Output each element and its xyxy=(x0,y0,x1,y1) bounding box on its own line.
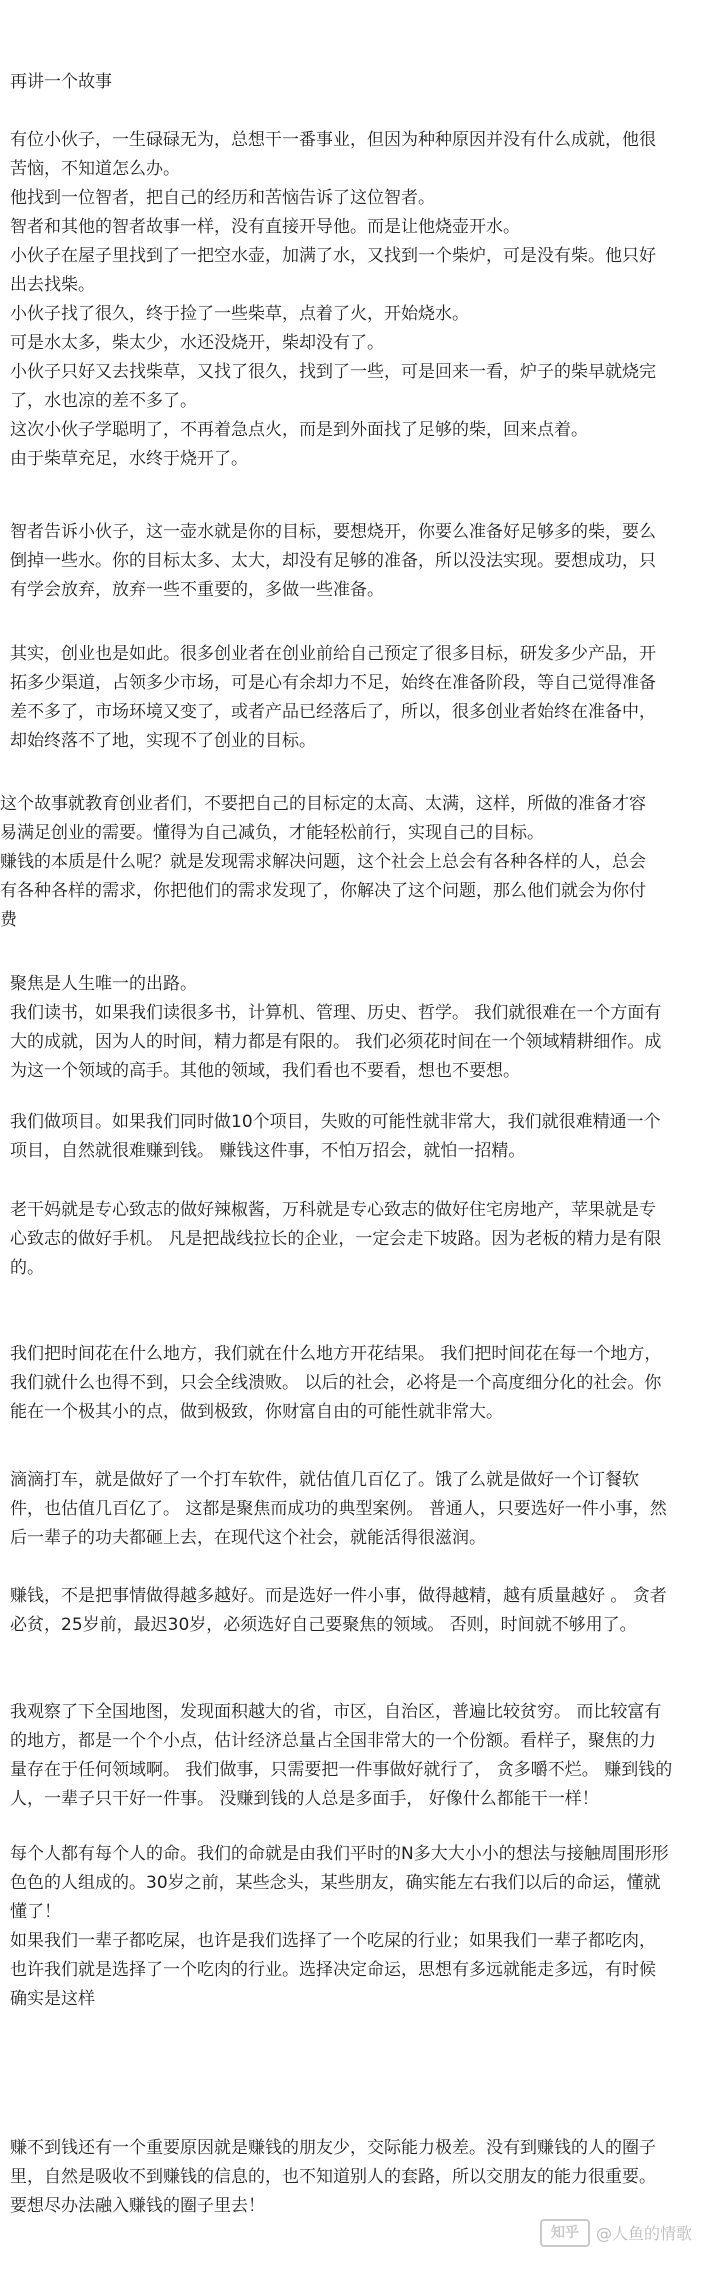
text-line: 费 xyxy=(0,910,17,930)
text-line: 差不多了，市场环境又变了，或者产品已经落后了，所以，很多创业者始终在准备中， xyxy=(10,702,656,722)
text-line: 小伙子找了很久，终于捡了一些柴草，点着了火，开始烧水。 xyxy=(10,304,469,324)
text-line: 苦恼，不知道怎么办。 xyxy=(10,159,180,179)
article-title: 再讲一个故事 xyxy=(10,72,112,92)
zhihu-logo-icon: 知乎 xyxy=(540,2219,590,2247)
text-line: 我观察了下全国地图，发现面积越大的省，市区，自治区，普遍比较贫穷。 而比较富有 xyxy=(10,1702,662,1722)
didi-paragraph xyxy=(10,1466,710,1553)
text-line: 件，也估值几百亿了。 这都是聚焦而成功的典型案例。 普通人，只要选好一件小事，然 xyxy=(10,1499,667,1519)
text-line: 我们就什么也得不到，只会全线溃败。 以后的社会，必将是一个高度细分化的社会。你 xyxy=(10,1373,662,1393)
text-line: 其实，创业也是如此。很多创业者在创业前给自己预定了很多目标，研发多少产品，开 xyxy=(10,644,656,664)
text-line: 必贫，25岁前，最迟30岁，必须选好自己要聚焦的领域。 否则，时间就不够用了。 xyxy=(10,1615,637,1635)
text-line: 小伙子在屋子里找到了一把空水壶，加满了水，又找到一个柴炉，可是没有柴。他只好 xyxy=(10,246,656,266)
text-line: 智者和其他的智者故事一样，没有直接开导他。而是让他烧壶开水。 xyxy=(10,217,520,237)
text-line: 老干妈就是专心致志的做好辣椒酱，万科就是专心致志的做好住宅房地产，苹果就是专 xyxy=(10,1200,656,1220)
text-line: 里，自然是吸收不到赚钱的信息的，也不知道别人的套路，所以交朋友的能力很重要。 xyxy=(10,2167,656,2187)
text-line: 的。 xyxy=(10,1258,44,1278)
text-line: 懂了！ xyxy=(10,1902,61,1922)
text-line: 了，水也凉的差不多了。 xyxy=(10,391,197,411)
text-line: 心致志的做好手机。 凡是把战线拉长的企业，一定会走下坡路。因为老板的精力是有限 xyxy=(10,1229,662,1249)
text-line: 却始终落不了地，实现不了创业的目标。 xyxy=(10,731,316,751)
text-line: 大的成就，因为人的时间，精力都是有限的。 我们必须花时间在一个领域精耕细作。成 xyxy=(10,1032,662,1052)
text-line: 拓多少渠道，占领多少市场，可是心有余却力不足，始终在准备阶段，等自己觉得准备 xyxy=(10,673,656,693)
money-paragraph xyxy=(10,1582,710,1640)
text-line: 易满足创业的需要。懂得为自己减负，才能轻松前行，实现自己的目标。 xyxy=(0,823,544,843)
text-line: 倒掉一些水。你的目标太多、太大，却没有足够的准备，所以没法实现。要想成功，只 xyxy=(10,551,656,571)
lesson-paragraph xyxy=(0,790,720,935)
text-line: 滴滴打车，就是做好了一个打车软件，就估值几百亿了。饿了么就是做好一个订餐软 xyxy=(10,1470,639,1490)
sage-paragraph xyxy=(10,518,710,605)
text-line: 这次小伙子学聪明了，不再着急点火，而是到外面找了足够的柴，回来点着。 xyxy=(10,420,588,440)
text-line: 智者告诉小伙子，这一壶水就是你的目标，要想烧开，你要么准备好足够多的柴，要么 xyxy=(10,522,656,542)
text-line: 小伙子只好又去找柴草，又找了很久，找到了一些，可是回来一看，炉子的柴早就烧完 xyxy=(10,362,656,382)
text-line: 有各种各样的需求，你把他们的需求发现了，你解决了这个问题，那么他们就会为你付 xyxy=(0,881,646,901)
text-line: 我们把时间花在什么地方，我们就在什么地方开花结果。 我们把时间花在每一个地方， xyxy=(10,1344,662,1364)
watermark-author: @人鱼的情歌 xyxy=(595,2223,692,2243)
projects-paragraph xyxy=(10,1108,710,1166)
time-paragraph xyxy=(10,1340,710,1427)
text-line: 色色的人组成的。30岁之前，某些念头，某些朋友，确实能左右我们以后的命运，懂就 xyxy=(10,1873,661,1893)
text-line: 他找到一位智者，把自己的经历和苦恼告诉了这位智者。 xyxy=(10,188,435,208)
text-line: 赚不到钱还有一个重要原因就是赚钱的朋友少，交际能力极差。没有到赚钱的人的圈子 xyxy=(10,2138,656,2158)
text-line: 要想尽办法融入赚钱的圈子里去！ xyxy=(10,2196,265,2216)
text-line: 人，一辈子只干好一件事。 没赚到钱的人总是多面手， 好像什么都能干一样！ xyxy=(10,1789,599,1809)
text-line: 的地方，都是一个个小点，估计经济总量占全国非常大的一个份额。看样子，聚焦的力 xyxy=(10,1731,656,1751)
text-line: 赚钱，不是把事情做得越多越好。而是选好一件小事，做得越精，越有质量越好 。 贪者 xyxy=(10,1586,667,1606)
text-line: 我们读书，如果我们读很多书，计算机、管理、历史、哲学。 我们就很难在一个方面有 xyxy=(10,1003,662,1023)
text-line: 为这一个领域的高手。其他的领域，我们看也不要看，想也不要想。 xyxy=(10,1061,520,1081)
text-line: 由于柴草充足，水终于烧开了。 xyxy=(10,449,248,469)
story-paragraph xyxy=(10,126,710,474)
text-line: 赚钱的本质是什么呢？就是发现需求解决问题，这个社会上总会有各种各样的人，总会 xyxy=(0,852,646,872)
fate-paragraph xyxy=(10,1840,710,2014)
text-line: 出去找柴。 xyxy=(10,275,95,295)
map-paragraph xyxy=(10,1698,710,1814)
startup-paragraph xyxy=(10,640,710,756)
text-line: 每个人都有每个人的命。我们的命就是由我们平时的N多大大小小的想法与接触周围形形 xyxy=(10,1844,669,1864)
examples-paragraph xyxy=(10,1196,710,1283)
text-line: 确实是这样 xyxy=(10,1989,95,2009)
text-line: 如果我们一辈子都吃屎，也许是我们选择了一个吃屎的行业；如果我们一辈子都吃肉， xyxy=(10,1931,656,1951)
text-line: 项目，自然就很难赚到钱。 赚钱这件事，不怕万招会，就怕一招精。 xyxy=(10,1141,526,1161)
text-line: 也许我们就是选择了一个吃肉的行业。选择决定命运，思想有多远就能走多远，有时候 xyxy=(10,1960,656,1980)
zhihu-watermark xyxy=(540,2217,692,2249)
text-line: 有学会放弃，放弃一些不重要的，多做一些准备。 xyxy=(10,580,384,600)
friends-paragraph xyxy=(10,2134,710,2221)
text-line: 有位小伙子，一生碌碌无为，总想干一番事业，但因为种种原因并没有什么成就，他很 xyxy=(10,130,656,150)
text-line: 这个故事就教育创业者们，不要把自己的目标定的太高、太满，这样，所做的准备才容 xyxy=(0,794,646,814)
focus-paragraph xyxy=(10,970,710,1086)
text-line: 量存在于任何领域啊。 我们做事，只需要把一件事做好就行了， 贪多嚼不烂。 赚到钱的 xyxy=(10,1760,673,1780)
text-line: 能在一个极其小的点，做到极致，你财富自由的可能性就非常大。 xyxy=(10,1402,503,1422)
text-line: 可是水太多，柴太少，水还没烧开，柴却没有了。 xyxy=(10,333,384,353)
text-line: 聚焦是人生唯一的出路。 xyxy=(10,974,197,994)
text-line: 我们做项目。如果我们同时做10个项目，失败的可能性就非常大，我们就很难精通一个 xyxy=(10,1112,661,1132)
text-line: 后一辈子的功夫都砸上去，在现代这个社会，就能活得很滋润。 xyxy=(10,1528,486,1548)
